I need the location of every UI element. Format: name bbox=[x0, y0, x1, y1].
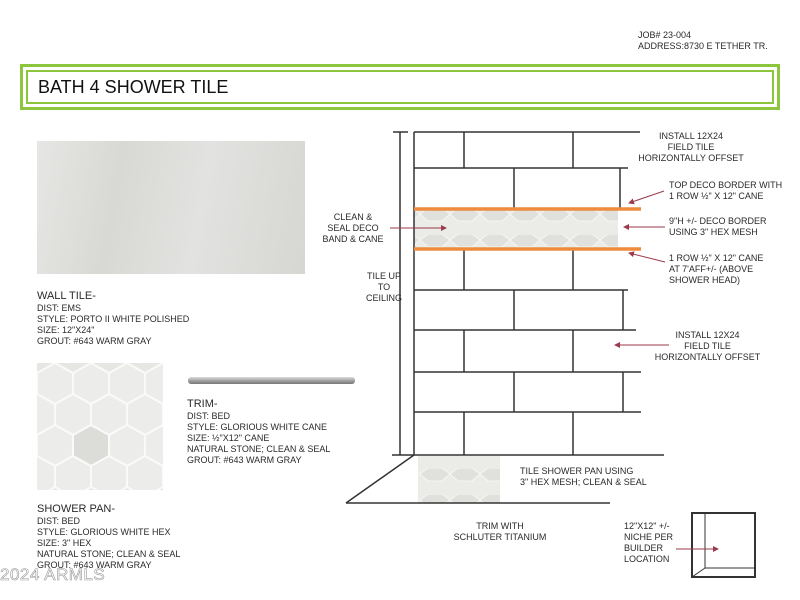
job-address: ADDRESS:8730 E TETHER TR. bbox=[638, 41, 768, 51]
note-line: CLEAN & bbox=[333, 212, 373, 222]
note-line: USING 3" HEX MESH bbox=[669, 227, 758, 237]
note-line: HORIZONTALLY OFFSET bbox=[654, 352, 761, 362]
note-line: 12"X12" +/- bbox=[624, 521, 670, 531]
note-line: SHOWER HEAD) bbox=[669, 275, 741, 285]
note-pan bbox=[520, 466, 647, 488]
note-line: AT 7'AFF+/- (ABOVE bbox=[669, 264, 754, 274]
spec-line: NATURAL STONE; CLEAN & SEAL bbox=[37, 549, 181, 559]
page-title: BATH 4 SHOWER TILE bbox=[38, 77, 229, 97]
note-line: HORIZONTALLY OFFSET bbox=[638, 153, 744, 163]
job-number: JOB# 23-004 bbox=[638, 30, 692, 40]
watermark: 2024 ARMLS bbox=[0, 565, 106, 584]
spec-line: DIST: BED bbox=[37, 516, 81, 526]
note-line: TRIM WITH bbox=[476, 521, 524, 531]
wall-tile-heading: WALL TILE- bbox=[37, 290, 96, 302]
spec-line: STYLE: GLORIOUS WHITE HEX bbox=[37, 527, 171, 537]
note-line: SCHLUTER TITANIUM bbox=[453, 532, 547, 542]
note-line: BAND & CANE bbox=[322, 234, 384, 244]
note-cane-row bbox=[669, 253, 763, 286]
spec-line: SIZE: ½"X12" CANE bbox=[187, 433, 270, 443]
note-line: 1 ROW ½" X 12" CANE bbox=[669, 191, 764, 201]
note-line: INSTALL 12X24 bbox=[675, 330, 740, 340]
note-line: SEAL DECO bbox=[327, 223, 379, 233]
trim-heading: TRIM- bbox=[187, 398, 218, 410]
note-line: 9"H +/- DECO BORDER bbox=[669, 216, 767, 226]
note-line: TO bbox=[377, 282, 391, 292]
spec-line: SIZE: 3" HEX bbox=[37, 538, 92, 548]
niche-icon bbox=[692, 513, 755, 577]
note-line: TILE SHOWER PAN USING bbox=[520, 466, 634, 476]
note-line: TOP DECO BORDER WITH bbox=[669, 180, 783, 190]
note-line: LOCATION bbox=[624, 554, 670, 564]
spec-line: GROUT: #643 WARM GRAY bbox=[37, 560, 152, 570]
note-niche bbox=[624, 521, 673, 565]
note-line: NICHE PER bbox=[624, 532, 674, 542]
spec-line: GROUT: #643 WARM GRAY bbox=[187, 455, 302, 465]
note-deco-border bbox=[669, 216, 766, 238]
spec-line: STYLE: PORTO II WHITE POLISHED bbox=[37, 314, 190, 324]
note-line: 3" HEX MESH; CLEAN & SEAL bbox=[520, 477, 647, 487]
note-trim-with bbox=[440, 521, 560, 543]
shower-pan-hex bbox=[418, 456, 500, 503]
note-install-mid bbox=[650, 330, 765, 363]
spec-line: DIST: EMS bbox=[37, 303, 82, 313]
note-line: TILE UP bbox=[366, 271, 401, 281]
note-line: FIELD TILE bbox=[667, 142, 715, 152]
spec-line: DIST: BED bbox=[187, 411, 231, 421]
shower-pan-heading: SHOWER PAN- bbox=[37, 503, 116, 515]
note-line: 1 ROW ½" X 12" CANE bbox=[669, 253, 764, 263]
tile-grid bbox=[346, 132, 664, 503]
spec-line: GROUT: #643 WARM GRAY bbox=[37, 336, 152, 346]
note-line: CEILING bbox=[365, 293, 402, 303]
note-line: BUILDER bbox=[624, 543, 664, 553]
spec-line: STYLE: GLORIOUS WHITE CANE bbox=[187, 422, 328, 432]
note-tile-up bbox=[354, 271, 414, 304]
spec-line: SIZE: 12"X24" bbox=[37, 325, 95, 335]
deco-band-hex bbox=[414, 210, 618, 248]
note-top-deco bbox=[669, 180, 782, 202]
note-line: FIELD TILE bbox=[684, 341, 731, 351]
note-line: INSTALL 12X24 bbox=[658, 131, 724, 141]
note-clean-seal bbox=[318, 212, 388, 245]
note-install-top bbox=[636, 131, 746, 164]
spec-line: NATURAL STONE; CLEAN & SEAL bbox=[187, 444, 331, 454]
